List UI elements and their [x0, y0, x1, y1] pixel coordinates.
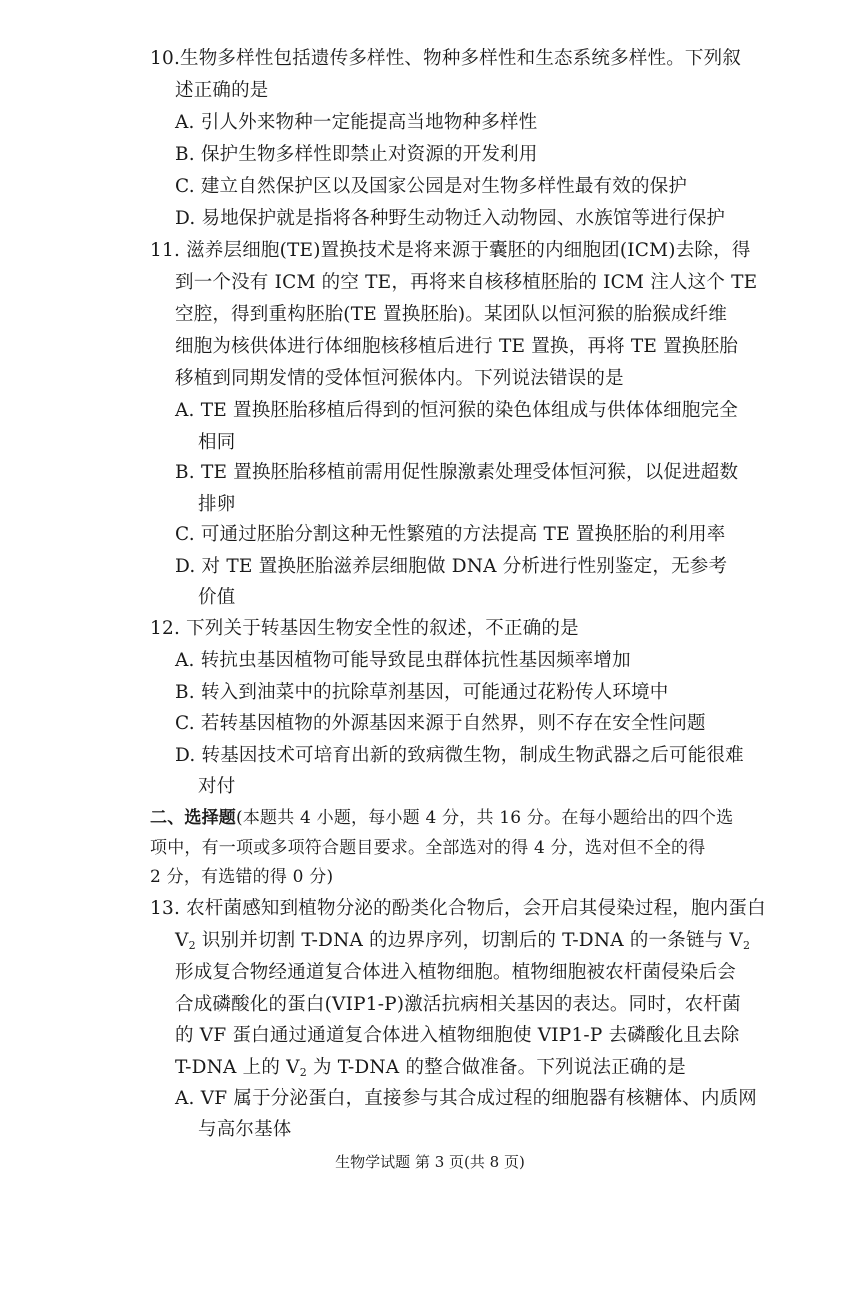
q13-option-a-line2: 与高尔基体: [198, 1119, 292, 1140]
q12-stem: 12. 下列关于转基因生物安全性的叙述，不正确的是: [150, 618, 579, 639]
q12-option-c: C. 若转基因植物的外源基因来源于自然界，则不存在安全性问题: [175, 713, 706, 734]
q13-stem-line6-start: T-DNA 上的 V: [175, 1057, 300, 1078]
q12-option-a: A. 转抗虫基因植物可能导致昆虫群体抗性基因频率增加: [175, 650, 631, 671]
q11-option-c: C. 可通过胚胎分割这种无性繁殖的方法提高 TE 置换胚胎的利用率: [175, 524, 726, 545]
q11-stem-line5: 移植到同期发情的受体恒河猴体内。下列说法错误的是: [175, 368, 624, 389]
q13-stem-line2-text: 识别并切割 T-DNA 的边界序列，切割后的 T-DNA 的一条链与 V: [195, 930, 743, 951]
q12-option-d-line1: D. 转基因技术可培育出新的致病微生物，制成生物武器之后可能很难: [175, 745, 744, 766]
q11-stem-line3: 空腔，得到重构胚胎(TE 置换胚胎)。某团队以恒河猴的胎猴成纤维: [175, 304, 728, 325]
q10-option-d: D. 易地保护就是指将各种野生动物迁入动物园、水族馆等进行保护: [175, 208, 726, 229]
q11-option-d-line2: 价值: [198, 587, 236, 608]
q11-option-d-line1: D. 对 TE 置换胚胎滋养层细胞做 DNA 分析进行性别鉴定，无参考: [175, 556, 728, 577]
q10-option-a: A. 引人外来物种一定能提高当地物种多样性: [175, 112, 538, 133]
q11-stem-line2: 到一个没有 ICM 的空 TE，再将来自核移植胚胎的 ICM 注人这个 TE: [175, 272, 758, 293]
section2-instructions-text1: (本题共 4 小题，每小题 4 分，共 16 分。在每小题给出的四个选: [236, 808, 734, 828]
q13-stem-line6-end: 为 T-DNA 的整合做准备。下列说法正确的是: [306, 1057, 686, 1078]
q13-stem-line6: [175, 1054, 686, 1082]
q13-v2-subscript-end: 2: [742, 939, 751, 952]
section2-heading: 二、选择题: [150, 808, 236, 828]
q10-option-c: C. 建立自然保护区以及国家公园是对生物多样性最有效的保护: [175, 176, 688, 197]
q13-stem-line2: [175, 927, 750, 955]
section2-instructions-line3: 2 分，有选错的得 0 分): [150, 867, 334, 887]
q12-option-b: B. 转入到油菜中的抗除草剂基因，可能通过花粉传人环境中: [175, 682, 669, 703]
q11-stem-line1: 11. 滋养层细胞(TE)置换技术是将来源于囊胚的内细胞团(ICM)去除，得: [150, 240, 751, 261]
section2-instructions-line2: 项中，有一项或多项符合题目要求。全部选对的得 4 分，选对但不全的得: [150, 838, 706, 858]
q13-v2-subscript-line6: 2: [299, 1066, 307, 1079]
q13-stem-line5: 的 VF 蛋白通过通道复合体进入植物细胞使 VIP1-P 去磷酸化且去除: [175, 1025, 740, 1046]
q10-stem-line1: 10.生物多样性包括遗传多样性、物种多样性和生态系统多样性。下列叙: [150, 48, 742, 69]
q13-v2-subscript: 2: [188, 939, 196, 952]
q11-option-b-line2: 排卵: [198, 494, 236, 515]
q11-option-b-line1: B. TE 置换胚胎移植前需用促性腺激素处理受体恒河猴，以促进超数: [175, 462, 739, 483]
q11-stem-line4: 细胞为核供体进行体细胞核移植后进行 TE 置换，再将 TE 置换胚胎: [175, 336, 739, 357]
section2-instructions-line1: [150, 804, 733, 832]
q13-stem-line1: 13. 农杆菌感知到植物分泌的酚类化合物后，会开启其侵染过程，胞内蛋白: [150, 898, 766, 919]
page-footer: 生物学试题 第 3 页(共 8 页): [335, 1153, 525, 1171]
q13-v2-letter: V: [175, 930, 189, 951]
q11-option-a-line1: A. TE 置换胚胎移植后得到的恒河猴的染色体组成与供体体细胞完全: [175, 400, 738, 421]
q13-option-a-line1: A. VF 属于分泌蛋白，直接参与其合成过程的细胞器有核糖体、内质网: [175, 1088, 758, 1109]
q13-stem-line4: 合成磷酸化的蛋白(VIP1-P)激活抗病相关基因的表达。同时，农杆菌: [175, 994, 741, 1015]
q13-stem-line3: 形成复合物经通道复合体进入植物细胞。植物细胞被农杆菌侵染后会: [175, 962, 737, 983]
q10-option-b: B. 保护生物多样性即禁止对资源的开发利用: [175, 144, 538, 165]
q10-stem-line2: 述正确的是: [175, 80, 269, 101]
q11-option-a-line2: 相同: [198, 432, 236, 453]
q12-option-d-line2: 对付: [198, 776, 236, 797]
